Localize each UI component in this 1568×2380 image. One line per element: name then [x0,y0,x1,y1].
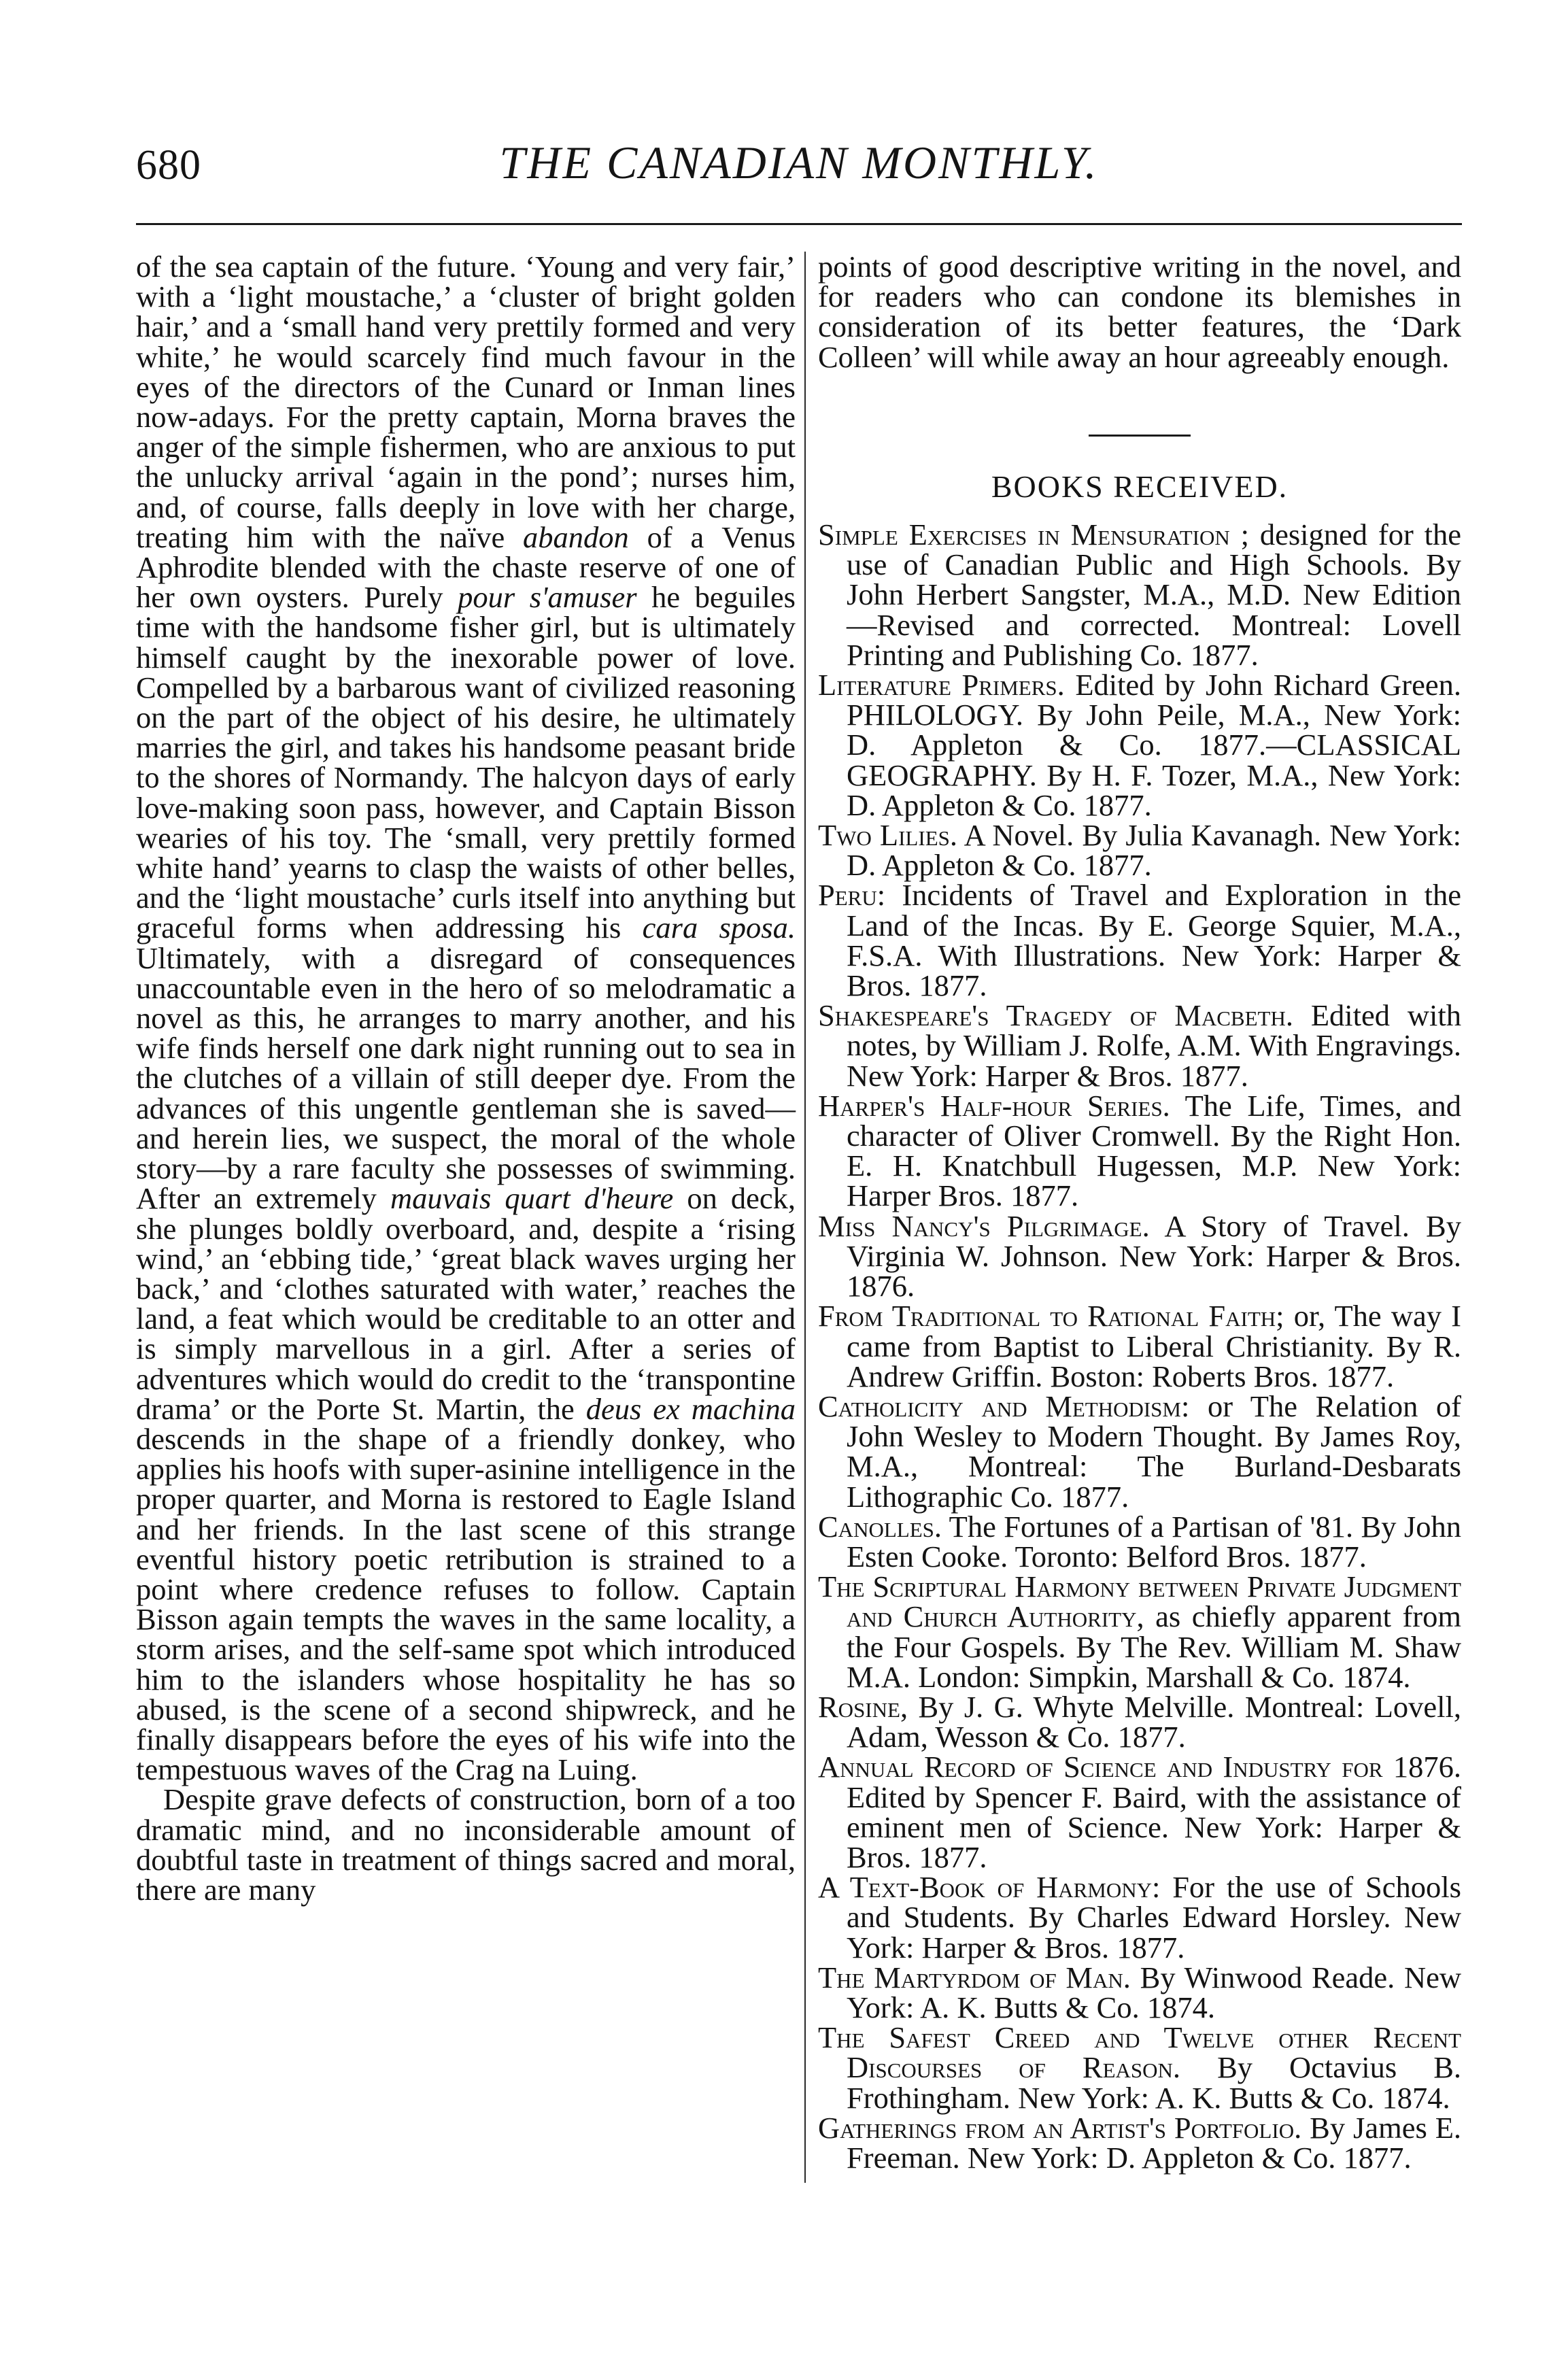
section-rule [1089,435,1191,437]
italic-phrase: pour s'amuser [458,580,637,615]
section-title: BOOKS RECEIVED. [991,469,1289,504]
italic-phrase: mauvais quart d'heure [390,1181,674,1216]
book-details: : For the use of Schools and Students. By Charles Edward Horsley. New York: Harper & Bros. 1877. [847,1870,1461,1965]
book-details: The Fortunes of a Partisan of '81. By John Esten Cooke. Toronto: Belford Bros. 1877. [847,1509,1461,1574]
book-title: Catholicity and Methodism [818,1389,1181,1423]
book-title: Peru [818,878,877,913]
book-entry [818,1088,1461,1213]
book-title: Annual Record of Science and Industry for [818,1750,1383,1784]
book-details: The Life, Times, and character of Oliver Cromwell. By the Right Hon. E. H. Knatchbull Hugessen, M.P. New York: Harper Bros. 1877. [847,1088,1461,1213]
book-details: A Story of Travel. By Virginia W. Johnson. New York: Harper & Bros. 1876. [847,1208,1461,1304]
italic-phrase: cara sposa. [642,911,796,945]
book-details: Edited by John Richard Green. PHILOLOGY. By John Peile, M.A., New York: D. Appleton & Co. 1877.—CLASSICAL GEOGRAPHY. By H. F. Tozer, M.A., New York: D. Appleton & Co. 1877. [847,668,1462,822]
book-details: 1876. Edited by Spencer F. Baird, with the assistance of eminent men of Science. New York: Harper & Bros. 1877. [847,1750,1462,1874]
book-entry [818,1752,1461,1872]
book-entry [818,818,1461,883]
book-title: From Traditional to Rational Faith [818,1299,1276,1333]
book-details: By Winwood Reade. New York: A. K. Butts & Co. 1874. [847,1960,1462,2024]
book-title: Simple Exercises in Mensuration [818,517,1230,552]
page-number: 680 [136,142,201,188]
book-title: Literature Primers. [818,668,1065,702]
book-entry [818,1509,1461,1574]
book-entry [818,670,1461,820]
book-entry [818,1000,1461,1091]
book-entry [818,1571,1461,1692]
book-title: The Safest Creed and Twelve other Recent Discourses of Reason. [818,2020,1461,2085]
book-details: ; or, The way I came from Baptist to Liberal Christianity. By R. Andrew Griffin. Boston: Roberts Bros. 1877. [847,1299,1461,1393]
book-entry [818,1962,1461,2022]
book-title: A Text-Book of Harmony [818,1870,1153,1905]
book-title: Miss Nancy's Pilgrimage. [818,1208,1150,1243]
book-details: A Novel. By Julia Kavanagh. New York: D. Appleton & Co. 1877. [847,818,1461,883]
book-details: ; designed for the use of Canadian Public and High Schools. By John Herbert Sangster, M.A., M.D. New Edition—Revised and corrected. Montreal: Lovell Printing and Publishing Co. 1877. [847,517,1462,672]
book-entry [818,1391,1461,1512]
book-details: By James E. Freeman. New York: D. Appleton & Co. 1877. [847,2110,1462,2175]
book-entry [818,1870,1461,1965]
book-title: Rosine, [818,1689,908,1724]
review-paragraph: Despite grave defects of construction, born of a too dramatic mind, and no inconsiderable amount of doubtful taste in treatment of things sacred and moral, there are many [136,1782,796,1907]
book-details: : Incidents of Travel and Exploration in the Land of the Incas. By E. George Squier, M.A., F.S.A. With Illustrations. New York: Harper & Bros. 1877. [847,878,1461,1003]
book-entry [818,517,1462,672]
book-entry [818,2022,1461,2113]
header-rule [136,223,1462,225]
book-title: Two Lilies. [818,818,957,853]
book-entry [818,2110,1462,2175]
book-details: : or The Relation of John Wesley to Modern Thought. By James Roy, M.A., Montreal: The Burland-Desbarats Lithographic Co. 1877. [847,1389,1461,1514]
italic-phrase: abandon [523,520,629,554]
running-title: THE CANADIAN MONTHLY. [499,137,1099,188]
book-details: By J. G. Whyte Melville. Montreal: Lovell, Adam, Wesson & Co. 1877. [847,1689,1461,1754]
page-header [136,136,1462,197]
book-title: Shakespeare's Tragedy of Macbeth. [818,998,1293,1033]
book-entry [818,878,1461,1003]
book-entry [818,1208,1461,1304]
book-title: Gatherings from an Artist's Portfolio. [818,2110,1302,2145]
left-column [136,252,796,1905]
column-divider [804,252,806,2183]
book-title: Harper's Half-hour Series. [818,1088,1170,1123]
italic-phrase: deus ex machina [585,1391,796,1426]
book-title: Canolles. [818,1509,942,1544]
right-column [818,252,1461,2173]
review-paragraph: of the sea captain of the future. ‘Young and very fair,’ with a ‘light moustache,’ a ‘cluster of bright golden hair,’ and a ‘small hand very prettily formed and very white,’ he would scarcely find much favour in the eyes of the directors of the Cunard or Inman lines now-adays. For the pretty captain, Morna braves the anger of the simple fishermen, who are anxious to put the unlucky arrival ‘again in the pond’; nurses him, and, of course, falls deeply in love with her charge, treating him with the naïve abandon of a Venus Aphrodite blended with the chaste reserve of one of her own oysters. Purely pour s'amuser he beguiles time with the handsome fisher girl, but is ultimately himself caught by the inexorable power of love. Compelled by a barbarous want of civilized reasoning on the part of the object of his desire, he ultimately marries the girl, and takes his handsome peasant bride to the shores of Normandy. The halcyon days of early love-making soon pass, however, and Captain Bisson wearies of his toy. The ‘small, very prettily formed white hand’ yearns to clasp the waists of other belles, and the ‘light moustache’ curls itself into anything but graceful forms when addressing his cara sposa. Ultimately, with a disregard of consequences unaccountable even in the hero of so melodramatic a novel as this, he arranges to marry another, and his wife finds herself one dark night running out to sea in the clutches of a villain of still deeper dye. From the advances of this ungentle gentleman she is saved—and herein lies, we suspect, the moral of the whole story—by a rare faculty she possesses of swimming. After an extremely mauvais quart d'heure on deck, she plunges boldly overboard, and, despite a ‘rising wind,’ an ‘ebbing tide,’ ‘great black waves urging her back,’ and ‘clothes saturated with water,’ reaches the land, a feat which would be creditable to an otter and is simply marvellous in a girl. After a series of adventures which would do credit to the ‘transpontine drama’ or the Porte St. Martin, the deus ex machina descends in the shape of a friendly donkey, who applies his hoofs with super-asinine intelligence in the proper quarter, and Morna is restored to Eagle Island and her friends. In the last scene of this strange eventful history poetic retribution is strained to a point where credence refuses to follow. Captain Bisson again tempts the waves in the same locality, a storm arises, and the self-same spot which introduced him to the islanders whose hospitality he has so abused, is the scene of a second shipwreck, and he finally disappears before the eyes of his wife into the tempestuous waves of the Crag na Luing. [136,250,796,1787]
book-details: By Octavius B. Frothingham. New York: A. K. Butts & Co. 1874. [847,2050,1462,2115]
book-entry [818,1301,1461,1391]
book-entry [818,1689,1461,1754]
book-title: The Scriptural Harmony between Private Judgment and Church Authority, [818,1569,1461,1634]
book-details: Edited with notes, by William J. Rolfe, A.M. With Engravings. New York: Harper & Bros. 1877. [847,998,1461,1093]
review-continuation: points of good descriptive writing in the novel, and for readers who can condone its blemishes in consideration of its better features, the ‘Dark Colleen’ will while away an hour agreeably enough. [818,250,1461,374]
book-details: as chiefly apparent from the Four Gospels. By The Rev. William M. Shaw M.A. London: Simpkin, Marshall & Co. 1874. [847,1599,1461,1694]
book-title: The Martyrdom of Man. [818,1960,1131,1994]
